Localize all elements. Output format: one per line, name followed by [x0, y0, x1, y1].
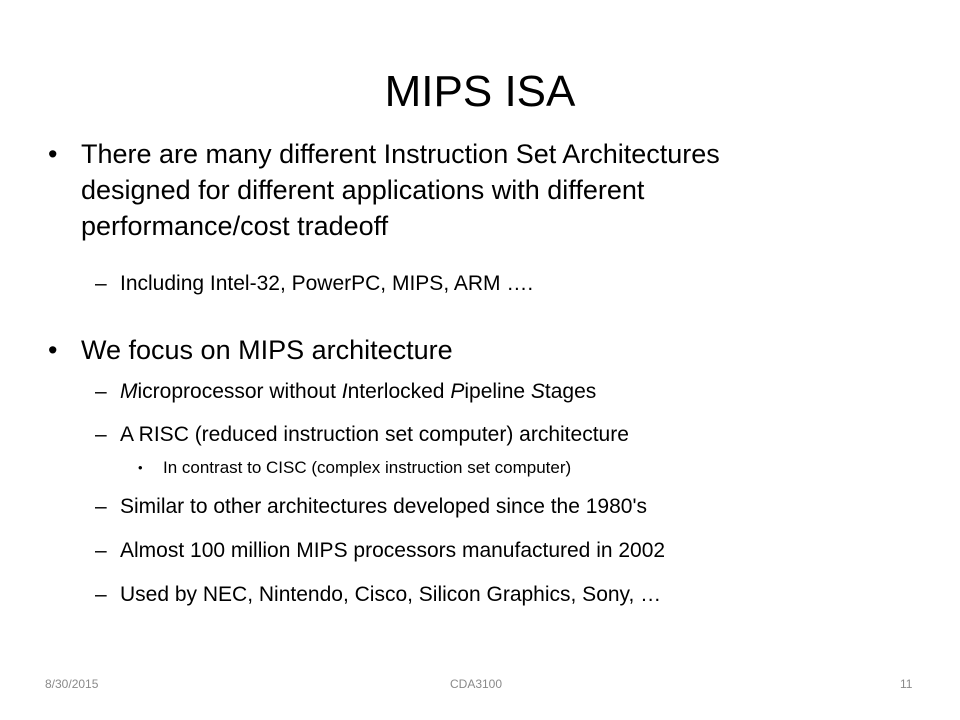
bullet-line: There are many different Instruction Set Architectures	[81, 139, 720, 169]
bullet-line: We focus on MIPS architecture	[81, 335, 453, 365]
acronym-word-part: tages	[544, 380, 597, 403]
acronym-letter: I	[341, 380, 348, 403]
footer-date: 8/30/2015	[45, 677, 99, 691]
acronym-word-part: icroprocessor without	[137, 380, 342, 403]
sub-bullet-text: Used by NEC, Nintendo, Cisco, Silicon Graphics, Sony, …	[120, 583, 662, 606]
dash-marker: –	[95, 539, 107, 562]
acronym-word-part: ipeline	[464, 380, 531, 403]
acronym-letter: M	[120, 380, 138, 403]
bullet-text	[81, 136, 901, 244]
slide-title: MIPS ISA	[384, 67, 576, 116]
dash-marker: –	[95, 272, 107, 295]
sub-bullet-text: A RISC (reduced instruction set computer) architecture	[120, 423, 629, 446]
sub-bullet-text: Including Intel-32, PowerPC, MIPS, ARM ….	[120, 272, 534, 295]
bullet-marker: •	[48, 139, 58, 169]
acronym-word-part: nterlocked	[347, 380, 451, 403]
sub-bullet-text: Similar to other architectures developed since the 1980's	[120, 495, 647, 518]
acronym-letter: S	[530, 380, 545, 403]
footer-page-number: 11	[900, 677, 913, 691]
bullet-line: designed for different applications with different	[81, 175, 645, 205]
bullet-marker: •	[48, 335, 58, 365]
sub-bullet-text: Almost 100 million MIPS processors manufactured in 2002	[120, 539, 666, 562]
acronym-letter: P	[450, 380, 465, 403]
bullet-text	[81, 332, 901, 368]
dash-marker: –	[95, 423, 107, 446]
bullet-line: performance/cost tradeoff	[81, 211, 389, 241]
dash-marker: –	[95, 380, 107, 403]
sub-bullet-text	[120, 377, 920, 407]
dash-marker: –	[95, 495, 107, 518]
sub-sub-bullet-text: In contrast to CISC (complex instruction set computer)	[163, 458, 572, 477]
dash-marker: –	[95, 583, 107, 606]
bullet-marker: •	[138, 460, 143, 475]
footer-course: CDA3100	[450, 677, 503, 691]
